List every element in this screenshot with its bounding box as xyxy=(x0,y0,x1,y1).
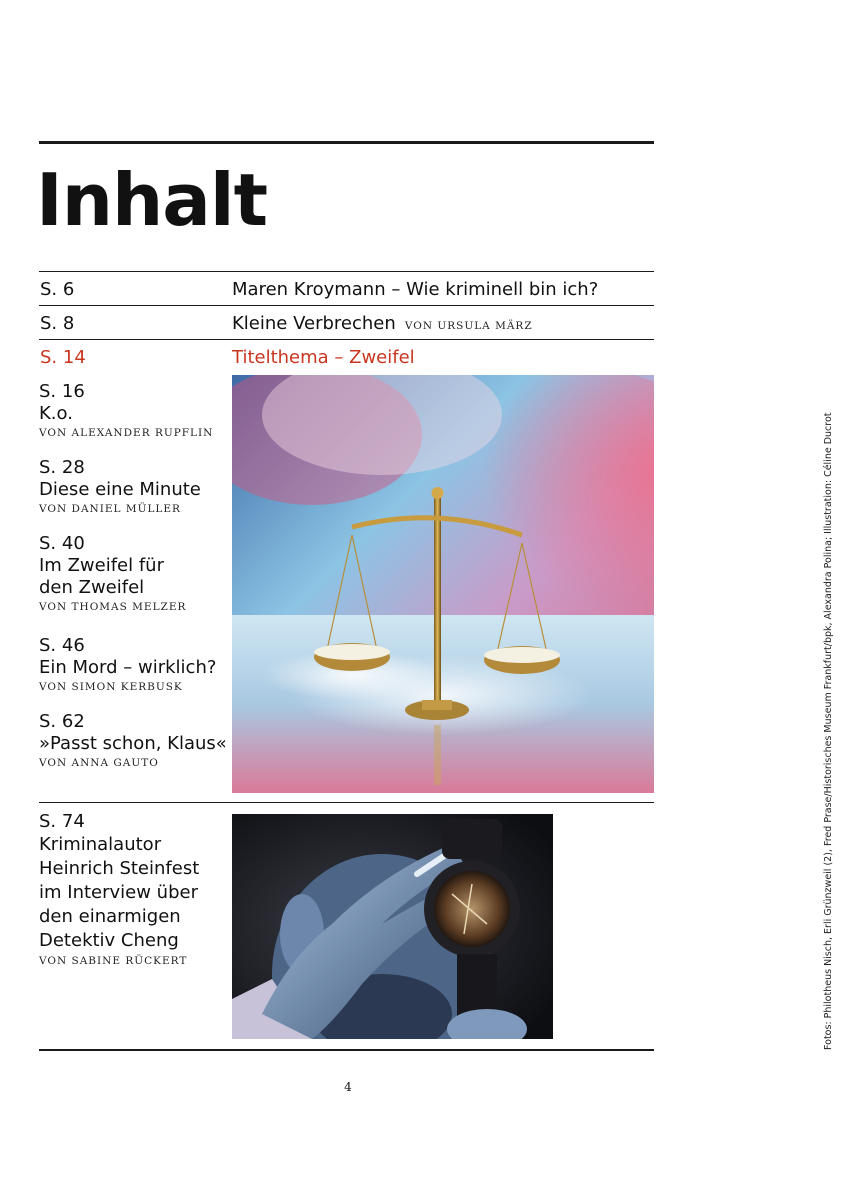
article-headline: Diese eine Minute xyxy=(39,479,201,500)
article-page: S. 46 xyxy=(39,635,85,656)
article-headline: Im Zweifel für den Zweifel xyxy=(39,555,164,598)
article-entry xyxy=(39,635,239,693)
article-entry xyxy=(39,381,239,439)
article-entry xyxy=(39,711,239,769)
entry-page: S. 8 xyxy=(40,313,75,334)
entry-byline: VON URSULA MÄRZ xyxy=(404,320,533,332)
article-byline: VON SABINE RÜCKERT xyxy=(39,955,188,967)
entry-page-highlight: S. 14 xyxy=(40,347,86,368)
entry-headline-highlight: Titelthema – Zweifel xyxy=(232,347,415,368)
article-byline: VON ALEXANDER RUPFLIN xyxy=(39,427,214,439)
entry-headline: Kleine Verbrechen xyxy=(232,313,396,334)
row-divider xyxy=(39,305,654,306)
article-headline: Kriminalautor Heinrich Steinfest im Interview über den einarmigen Detektiv Cheng xyxy=(39,834,200,951)
entry-line xyxy=(232,313,533,335)
article-page: S. 16 xyxy=(39,381,85,402)
top-rule xyxy=(39,141,654,144)
hand-watch-illustration xyxy=(232,814,553,1039)
row-divider xyxy=(39,339,654,340)
article-page: S. 74 xyxy=(39,811,85,832)
article-byline: VON THOMAS MELZER xyxy=(39,601,187,613)
article-headline: Ein Mord – wirklich? xyxy=(39,657,217,678)
article-headline: »Passt schon, Klaus« xyxy=(39,733,227,754)
article-page: S. 28 xyxy=(39,457,85,478)
page-number: 4 xyxy=(344,1080,352,1094)
article-byline: VON ANNA GAUTO xyxy=(39,757,159,769)
article-entry xyxy=(39,533,189,613)
entry-page: S. 6 xyxy=(40,279,75,300)
article-byline: VON SIMON KERBUSK xyxy=(39,681,183,693)
article-byline: VON DANIEL MÜLLER xyxy=(39,503,181,515)
entry-headline: Maren Kroymann – Wie kriminell bin ich? xyxy=(232,279,599,300)
article-headline: K.o. xyxy=(39,403,73,424)
photo-credit: Fotos: Philotheus Nisch, Erli Grünzweil (2), Fred Prase/Historisches Museum Frankfurt/bpk, Alexandra Polina; Illustration: Céline Ducrot xyxy=(823,412,834,1050)
page-title: Inhalt xyxy=(36,158,267,242)
row-divider xyxy=(39,271,654,272)
bottom-rule xyxy=(39,1049,654,1051)
scales-illustration xyxy=(232,375,654,793)
article-entry xyxy=(39,811,209,967)
article-page: S. 40 xyxy=(39,533,85,554)
article-entry xyxy=(39,457,239,515)
article-page: S. 62 xyxy=(39,711,85,732)
section-divider xyxy=(39,802,654,803)
